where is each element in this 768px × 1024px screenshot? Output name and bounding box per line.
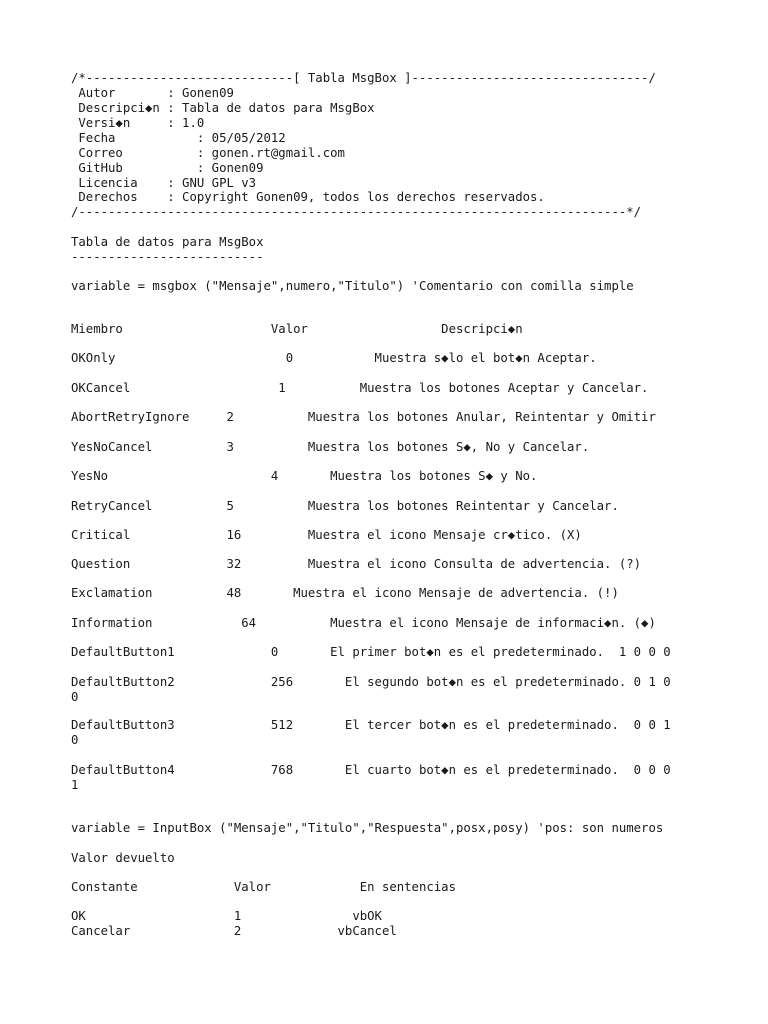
section-underline: -------------------------- — [71, 250, 264, 264]
table-row: DefaultButton1 0 El primer bot◆n es el predeterminado. 1 0 0 0 — [71, 645, 671, 659]
table-row: AbortRetryIgnore 2 Muestra los botones Anular, Reintentar y Omitir — [71, 410, 656, 424]
table-row: Cancelar 2 vbCancel — [71, 924, 397, 938]
table-row: Critical 16 Muestra el icono Mensaje cr◆tico. (X) — [71, 528, 582, 542]
header-field-descripcion: Descripci◆n : Tabla de datos para MsgBox — [71, 101, 375, 115]
header-field-licencia: Licencia : GNU GPL v3 — [71, 176, 257, 190]
table-row: YesNoCancel 3 Muestra los botones S◆, No y Cancelar. — [71, 440, 590, 454]
header-bottom-rule: /--------------------------------------------------------------------------*/ — [71, 205, 642, 219]
table-row: OK 1 vbOK — [71, 909, 382, 923]
table-row: OKCancel 1 Muestra los botones Aceptar y Cancelar. — [71, 381, 649, 395]
table-row: YesNo 4 Muestra los botones S◆ y No. — [71, 469, 538, 483]
table-row: RetryCancel 5 Muestra los botones Reintentar y Cancelar. — [71, 499, 619, 513]
msgbox-syntax: variable = msgbox ("Mensaje",numero,"Titulo") 'Comentario con comilla simple — [71, 279, 634, 293]
return-value-label: Valor devuelto — [71, 851, 175, 865]
header-field-autor: Autor : Gonen09 — [71, 86, 234, 100]
table-row: Information 64 Muestra el icono Mensaje de informaci◆n. (◆) — [71, 616, 656, 630]
header-field-github: GitHub : Gonen09 — [71, 161, 264, 175]
table-row: DefaultButton3 512 El tercer bot◆n es el predeterminado. 0 0 1 0 — [71, 718, 671, 747]
table-row: DefaultButton4 768 El cuarto bot◆n es el predeterminado. 0 0 0 1 — [71, 763, 671, 792]
inputbox-syntax: variable = InputBox ("Mensaje","Titulo","Respuesta",posx,posy) 'pos: son numeros — [71, 821, 664, 835]
header-field-correo: Correo : gonen.rt@gmail.com — [71, 146, 345, 160]
msgbox-table-header: Miembro Valor Descripci◆n — [71, 322, 523, 336]
header-field-derechos: Derechos : Copyright Gonen09, todos los derechos reservados. — [71, 190, 545, 204]
return-table-header: Constante Valor En sentencias — [71, 880, 456, 894]
table-row: Question 32 Muestra el icono Consulta de advertencia. (?) — [71, 557, 642, 571]
header-field-version: Versi◆n : 1.0 — [71, 116, 205, 130]
header-top-rule: /*----------------------------[ Tabla MsgBox ]--------------------------------/ — [71, 71, 656, 85]
section-title: Tabla de datos para MsgBox — [71, 235, 264, 249]
table-row: DefaultButton2 256 El segundo bot◆n es el predeterminado. 0 1 0 0 — [71, 675, 671, 704]
table-row: Exclamation 48 Muestra el icono Mensaje de advertencia. (!) — [71, 586, 619, 600]
header-field-fecha: Fecha : 05/05/2012 — [71, 131, 286, 145]
table-row: OKOnly 0 Muestra s◆lo el bot◆n Aceptar. — [71, 351, 597, 365]
